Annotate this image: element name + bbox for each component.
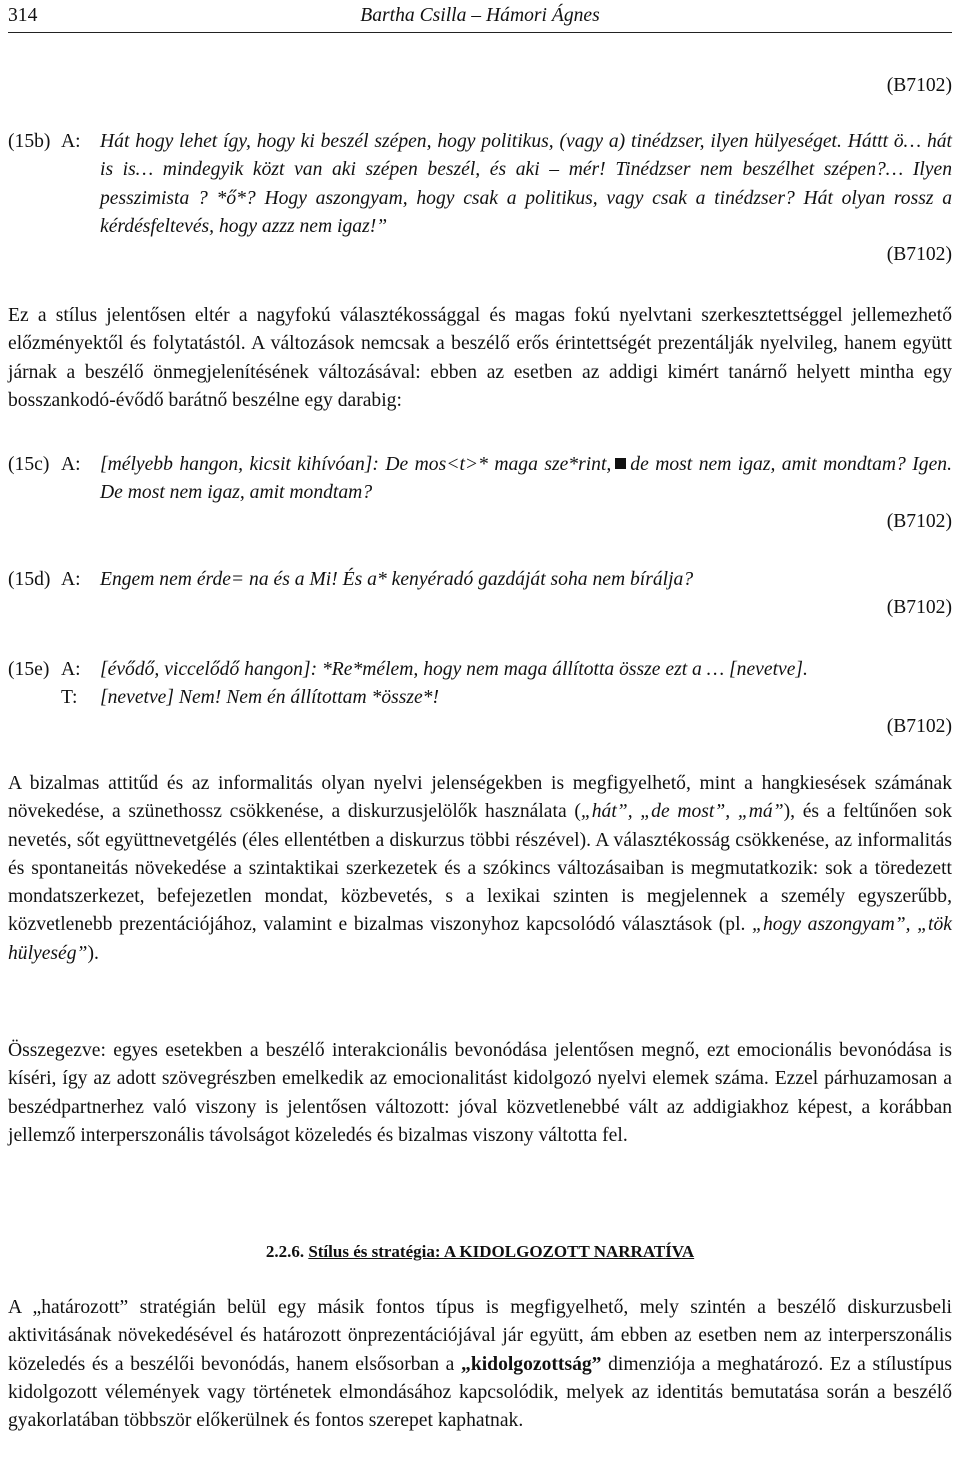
- section-number: 2.2.6.: [265, 1242, 305, 1261]
- example-number: (15d): [8, 569, 51, 590]
- example-reference: (B7102): [886, 715, 952, 737]
- utterance: Engem nem érde= na és a Mi! És a* kenyéradó gazdáját soha nem bírálja?: [100, 569, 694, 590]
- speaker-label: A:: [61, 454, 81, 475]
- speaker-label: A:: [61, 569, 81, 590]
- section-heading: [8, 1238, 952, 1266]
- bold-term: „kidolgozottság”: [461, 1353, 602, 1375]
- page-header: [8, 2, 952, 33]
- utterance: [évődő, viccelődő hangon]: *Re*mélem, hogy nem maga állította össze ezt a … [nevetve].: [100, 659, 808, 680]
- example-reference: (B7102): [886, 244, 952, 266]
- reference-top: (B7102): [886, 75, 952, 96]
- paragraph-1: Ez a stílus jelentősen eltér a nagyfokú választékossággal és magas fokú nyelvtani szerkesztettséggel jellemezhető előzményektől és folytatástól. A változások nemcsak a beszélő erős érintettségét prezentálják nyelvileg, hanem együtt járnak a beszélő önmegjelenítésének változásával: ebben az esetben az addigi kimért tanárnő helyett mintha egy bosszankodó-évődő barátnő beszélne egy darabig:: [8, 305, 952, 411]
- speaker-label: T:: [61, 687, 78, 709]
- utterance: Hát hogy lehet így, hogy ki beszél szépen, hogy politikus, (vagy a) tinédzser, ilyen hülyeséget. Háttt ö… hát is is… mindegyik közt van aki szépen beszél, és aki – mér! Tinédzser nem beszélhet szépen?… Ilyen pesszimista ? *ő*? Hogy aszongyam, hogy csak a politikus, vagy csak a tinédzser? Hát olyan rossz a kérdésfeltevés, hogy azzz nem igaz!”: [100, 131, 952, 237]
- speaker-label: A:: [61, 131, 81, 152]
- speaker-label: A:: [61, 659, 81, 680]
- running-title: Bartha Csilla – Hámori Ágnes: [360, 5, 600, 26]
- example-15d: [8, 566, 952, 622]
- paragraph-4: A „határozott” stratégián belül egy másik fontos típus is megfigyelhető, mely szintén a beszélő diskurzusbeli aktivitásának növekedésével és határozott önprezentációjával jár együtt, ám ebben az esetben nem az interperszonális közeledés és a beszélői bevonódás, hanem elsősorban a „kidolgozottság” dimenziója a meghatározó. Ez a stílustípus kidolgozott vélemények vagy történetek elmondásához kapcsolódik, melyek az identitás bemutatása során a beszélő gyakorlatában többször előkerülnek és fontos szerepet kaphatnak.: [8, 1297, 952, 1432]
- example-15c: [8, 451, 952, 536]
- utterance: [nevetve] Nem! Nem én állítottam *össze*!: [100, 687, 440, 709]
- quoted-examples: „hogy aszongyam”, „tök hülyeség”: [8, 914, 952, 964]
- section-title: Stílus és stratégia: A KIDOLGOZOTT NARRATÍVA: [308, 1242, 695, 1261]
- example-number: (15b): [8, 131, 51, 152]
- example-15e: [8, 656, 952, 741]
- example-reference: (B7102): [886, 597, 952, 619]
- example-number: (15e): [8, 659, 50, 680]
- utterance: [mélyebb hangon, kicsit kihívóan]: De mos<t>* maga sze*rint, de most nem igaz, amit mondtam? Igen. De most nem igaz, amit mondtam?: [100, 454, 952, 504]
- page-number: 314: [8, 5, 38, 26]
- paragraph-3: Összegezve: egyes esetekben a beszélő interakcionális bevonódása jelentősen megnő, ezt emocionális bevonódása is kíséri, így az adott szövegrészben emelkedik az emocionalitást kidolgozó nyelvi elemek száma. Ezzel párhuzamosan a beszédpartnerhez való viszony is jelentősen változott: jóval közvetlenebbé vált az addigiakhoz képest, a korábban jellemző interperszonális távolságot közeledés és bizalmas viszony váltotta fel.: [8, 1040, 952, 1146]
- black-square-icon: [615, 458, 626, 469]
- example-reference: (B7102): [886, 510, 952, 532]
- paragraph-2: A bizalmas attitűd és az informalitás olyan nyelvi jelenségekben is megfigyelhető, mint a hangkiesések számának növekedése, a szünethossz csökkenése, a diskurzusjelölők használata („hát”, „de most”, „má”), és a feltűnően sok nevetés, sőt együttnevetgélés (éles ellentétben a diskurzus többi részével). A választékosság csökkenése, az informalitás és spontaneitás növekedése a szintaktikai szerkezetek és a szókincs változásaiban is megmutatkozik: sok a töredezett mondatszerkezet, befejezetlen mondat, közbevetés, s a lexikai szinten is megjelennek a személy egyszerűbb, közvetlenebb prezentációjához, valamint e bizalmas viszonyhoz kapcsolódó választások (pl. „hogy aszongyam”, „tök hülyeség”).: [8, 773, 952, 964]
- example-15b: [8, 128, 952, 269]
- example-number: (15c): [8, 454, 50, 475]
- quoted-markers: „hát”, „de most”, „má”: [580, 801, 784, 823]
